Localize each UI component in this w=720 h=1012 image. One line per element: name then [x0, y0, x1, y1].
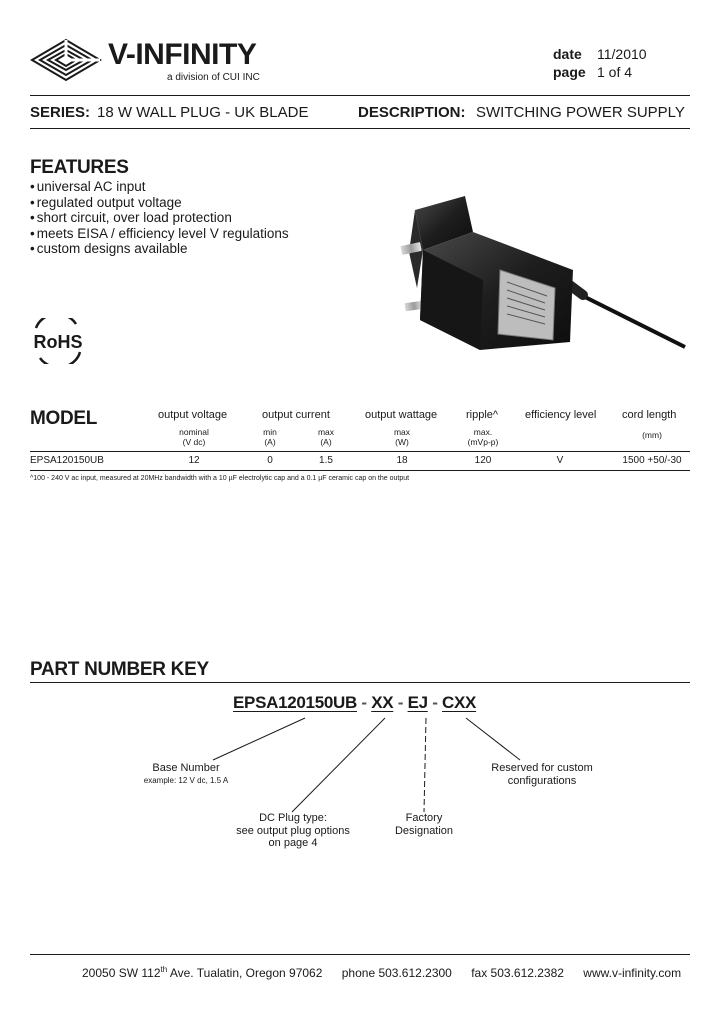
cell-max-current: 1.5	[319, 455, 333, 466]
col-ripple: ripple^	[466, 409, 499, 421]
pn-dash: -	[361, 693, 367, 712]
series-label: SERIES:	[30, 104, 91, 121]
footer-website-link[interactable]: www.v-infinity.com	[583, 966, 682, 980]
rohs-label: RoHS	[33, 332, 83, 352]
sub-max: max (A)	[317, 427, 335, 447]
col-output-current: output current	[262, 409, 330, 421]
pn-dash: -	[432, 693, 438, 712]
sub-cord-unit: (mm)	[642, 430, 662, 440]
cell-voltage: 12	[188, 455, 200, 466]
pn-factory: EJ	[407, 693, 428, 712]
cell-model: EPSA120150UB	[30, 455, 104, 466]
base-number-label: Base Number example: 12 V dc, 1.5 A	[143, 762, 229, 785]
brand-name: V-INFINITY	[108, 38, 257, 71]
features-title: FEATURES	[30, 157, 129, 178]
cell-ripple: 120	[474, 455, 492, 466]
pn-base: EPSA120150UB	[233, 693, 357, 712]
sub-ripple-max: max. (mVp-p)	[467, 427, 499, 447]
cell-cord-length: 1500 +50/-30	[622, 455, 682, 466]
cell-efficiency: V	[556, 455, 564, 466]
col-output-wattage: output wattage	[365, 409, 438, 421]
pn-plug: XX	[371, 693, 394, 712]
footer-phone: phone 503.612.2300	[341, 966, 452, 980]
feature-item: • meets EISA / efficiency level V regulations	[30, 226, 289, 242]
feature-item: • universal AC input	[30, 179, 289, 195]
col-efficiency-level: efficiency level	[525, 409, 597, 421]
sub-min: min (A)	[263, 427, 277, 447]
sub-nominal: nominal (V dc)	[179, 427, 209, 447]
plug-type-label: DC Plug type: see output plug options on page 4	[236, 812, 350, 849]
factory-designation-label: Factory Designation	[394, 812, 454, 837]
footer-contact	[82, 966, 697, 979]
col-cord-length: cord length	[622, 409, 677, 421]
part-number-key-title: PART NUMBER KEY	[30, 659, 209, 680]
col-output-voltage: output voltage	[158, 409, 228, 421]
table-footnote: ^100 - 240 V ac input, measured at 20MHz bandwidth with a 10 µF electrolytic cap and a 0.1 µF ceramic cap on the output	[30, 475, 410, 482]
brand-subtitle: a division of CUI INC	[167, 72, 260, 83]
feature-item: • custom designs available	[30, 241, 289, 257]
pn-dash: -	[397, 693, 404, 712]
page-value: 1 of 4	[597, 64, 633, 80]
page-label: page	[553, 64, 586, 80]
date-value: 11/2010	[597, 46, 647, 62]
date-label: date	[553, 46, 582, 62]
sub-wattage-max: max (W)	[393, 427, 411, 447]
feature-item: • short circuit, over load protection	[30, 210, 289, 226]
cell-min-current: 0	[267, 455, 273, 466]
pn-custom: CXX	[442, 693, 477, 712]
series-value: 18 W WALL PLUG - UK BLADE	[97, 104, 309, 121]
description-value: SWITCHING POWER SUPPLY	[476, 104, 685, 121]
description-label: DESCRIPTION:	[358, 104, 466, 121]
model-title: MODEL	[30, 408, 98, 429]
footer-address: 20050 SW 112th Ave. Tualatin, Oregon 97062	[82, 965, 323, 980]
footer-fax: fax 503.612.2382	[471, 966, 564, 980]
footer-rule	[30, 954, 690, 955]
cell-wattage: 18	[396, 455, 408, 466]
feature-item: • regulated output voltage	[30, 195, 289, 211]
custom-config-label: Reserved for custom configurations	[491, 762, 593, 787]
